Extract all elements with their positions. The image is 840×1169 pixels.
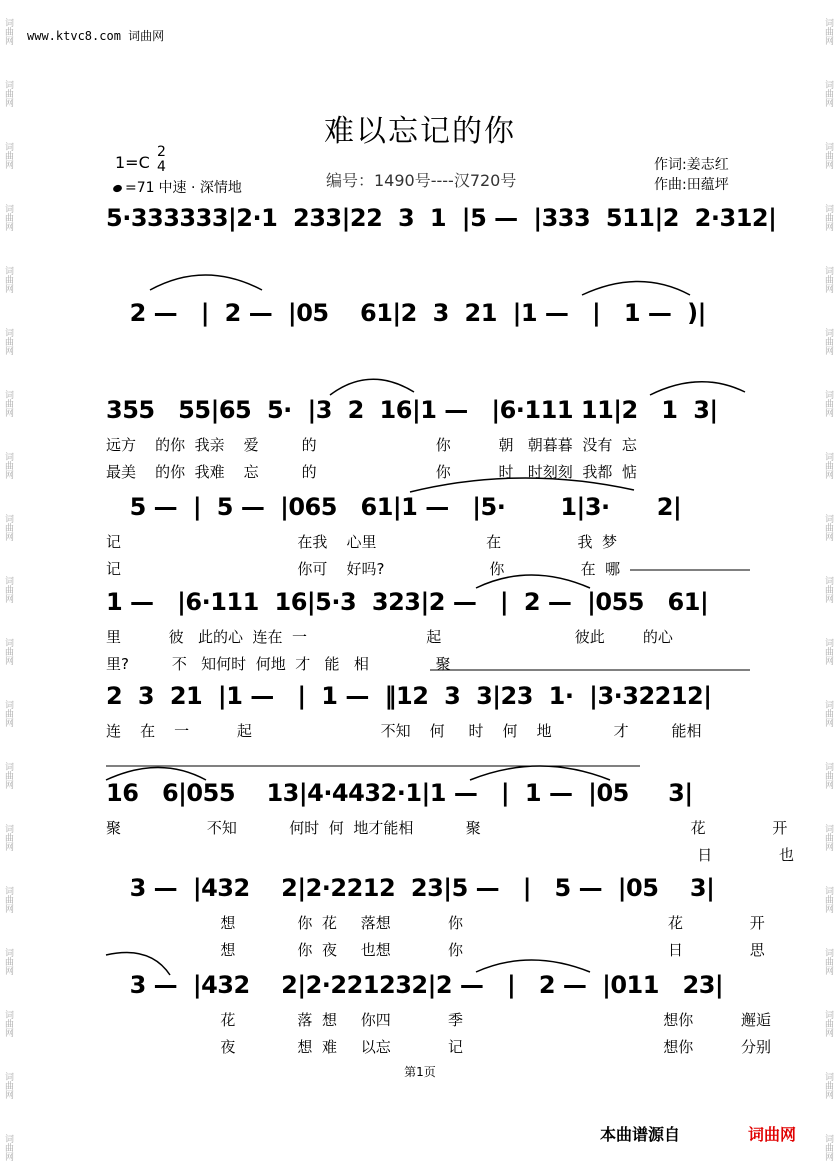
notation-line: 1 — |6·111 16|5·3 323|2 — | 2 — |055 61| bbox=[106, 588, 709, 616]
watermark-text: 词曲网 bbox=[823, 637, 833, 665]
watermark-text: 词曲网 bbox=[3, 141, 13, 169]
watermark-text: 词曲网 bbox=[3, 1009, 13, 1037]
lyrics-verse-1: 想 你 花 落想 你 花 开 bbox=[106, 914, 765, 932]
watermark-text: 词曲网 bbox=[823, 203, 833, 231]
page-title: 难以忘记的你 bbox=[324, 114, 516, 149]
watermark-text: 词曲网 bbox=[3, 265, 13, 293]
watermark-text: 词曲网 bbox=[823, 1009, 833, 1037]
watermark-text: 词曲网 bbox=[3, 637, 13, 665]
watermark-text: 词曲网 bbox=[823, 141, 833, 169]
page-number: 第1页 bbox=[404, 1065, 436, 1079]
site-url[interactable]: www.ktvc8.com 词曲网 bbox=[27, 29, 165, 43]
lyrics-verse-2: 最美 的你 我难 忘 的 你 时 时刻刻 我都 惦 bbox=[106, 463, 637, 481]
watermark-text: 词曲网 bbox=[823, 761, 833, 789]
lyrics-verse-1: 花 落 想 你四 季 想你 邂逅 bbox=[106, 1011, 771, 1029]
notation-line: 5 — | 5 — |065 61|1 — |5· 1|3· 2| bbox=[106, 493, 682, 521]
slur-arc bbox=[106, 768, 206, 781]
slur-arc bbox=[330, 379, 414, 395]
tie-arc bbox=[582, 282, 690, 296]
watermark-text: 词曲网 bbox=[823, 947, 833, 975]
notation-line: 16 6|055 13|4·4432·1|1 — | 1 — |05 3| bbox=[106, 779, 693, 807]
watermark-text: 词曲网 bbox=[823, 1071, 833, 1099]
slur-arc bbox=[106, 953, 170, 976]
source-logo[interactable]: 词曲网 bbox=[748, 1125, 797, 1144]
lyrics-verse-1: 连 在 一 起 不知 何 时 何 地 才 能相 bbox=[106, 722, 702, 740]
watermark-text: 词曲网 bbox=[823, 575, 833, 603]
notation-line: 355 55|65 5· |3 2 16|1 — |6·111 11|2 1 3| bbox=[106, 396, 718, 424]
watermark-text: 词曲网 bbox=[3, 79, 13, 107]
watermark-text: 词曲网 bbox=[823, 1133, 833, 1161]
lyrics-verse-2: 记 你可 好吗? 你 在 哪 bbox=[106, 560, 621, 578]
time-signature-bottom: 4 bbox=[157, 159, 166, 175]
watermark-text: 词曲网 bbox=[823, 699, 833, 727]
composer: 作曲:田蕴坪 bbox=[654, 177, 729, 193]
watermark-text: 词曲网 bbox=[823, 823, 833, 851]
source-label: 本曲谱源自 bbox=[600, 1125, 681, 1144]
watermark-text: 词曲网 bbox=[823, 513, 833, 541]
tie-arc bbox=[150, 275, 262, 290]
notation-line: 2 — | 2 — |05 61|2 3 21 |1 — | 1 — )| bbox=[106, 299, 706, 327]
watermark-text: 词曲网 bbox=[3, 823, 13, 851]
slur-arc bbox=[470, 766, 610, 780]
notation-line: 2 3 21 |1 — | 1 — ‖12 3 3|23 1· |3·32212| bbox=[106, 682, 712, 710]
lyrics-verse-2: 夜 想 难 以忘 记 想你 分别 bbox=[106, 1038, 771, 1056]
watermark-text: 词曲网 bbox=[823, 885, 833, 913]
lyrics-verse-2: 日 也 bbox=[106, 846, 794, 864]
watermark-text: 词曲网 bbox=[3, 699, 13, 727]
tie-arc bbox=[476, 960, 590, 972]
watermark-text: 词曲网 bbox=[3, 389, 13, 417]
notation-line: 5·333333|2·1 233|22 3 1 |5 — |333 511|2 2·312| bbox=[106, 204, 777, 232]
lyrics-verse-1: 远方 的你 我亲 爱 的 你 朝 朝暮暮 没有 忘 bbox=[106, 436, 637, 454]
slur-arc bbox=[410, 478, 634, 492]
watermark-text: 词曲网 bbox=[3, 575, 13, 603]
lyrics-verse-1: 记 在我 心里 在 我 梦 bbox=[106, 533, 617, 551]
key-signature: 1=C bbox=[115, 153, 150, 172]
lyricist: 作词:姜志红 bbox=[654, 157, 729, 173]
time-signature-top: 2 bbox=[157, 144, 166, 160]
watermark-text: 词曲网 bbox=[823, 389, 833, 417]
watermark-text: 词曲网 bbox=[3, 885, 13, 913]
watermark-text: 词曲网 bbox=[3, 1133, 13, 1161]
watermark-text: 词曲网 bbox=[823, 17, 833, 45]
tempo-value: =71 bbox=[125, 180, 155, 196]
watermark-text: 词曲网 bbox=[3, 1071, 13, 1099]
lyrics-verse-1: 聚 不知 何时 何 地才能相 聚 花 开 bbox=[106, 819, 788, 837]
slur-arc bbox=[650, 382, 745, 395]
watermark-text: 词曲网 bbox=[3, 203, 13, 231]
watermark-text: 词曲网 bbox=[3, 513, 13, 541]
notation-line: 3 — |432 2|2·2212 23|5 — | 5 — |05 3| bbox=[106, 874, 715, 902]
watermark-text: 词曲网 bbox=[3, 761, 13, 789]
watermark-text: 词曲网 bbox=[823, 451, 833, 479]
watermark-text: 词曲网 bbox=[823, 265, 833, 293]
watermark-text: 词曲网 bbox=[823, 327, 833, 355]
lyrics-verse-1: 里 彼 此的心 连在 一 起 彼此 的心 bbox=[106, 628, 673, 646]
tie-arc bbox=[476, 575, 590, 588]
watermark-text: 词曲网 bbox=[3, 451, 13, 479]
tempo-text: 中速 · 深情地 bbox=[158, 180, 242, 196]
lyrics-verse-2: 想 你 夜 也想 你 日 思 bbox=[106, 941, 765, 959]
song-number: 编号：1490号----汉720号 bbox=[326, 171, 517, 190]
watermark-text: 词曲网 bbox=[3, 947, 13, 975]
watermark-text: 词曲网 bbox=[3, 327, 13, 355]
watermark-text: 词曲网 bbox=[823, 79, 833, 107]
watermark-text: 词曲网 bbox=[3, 17, 13, 45]
lyrics-verse-2: 里? 不 知何时 何地 才 能 相 聚 bbox=[106, 655, 451, 673]
notation-line: 3 — |432 2|2·221232|2 — | 2 — |011 23| bbox=[106, 971, 724, 999]
